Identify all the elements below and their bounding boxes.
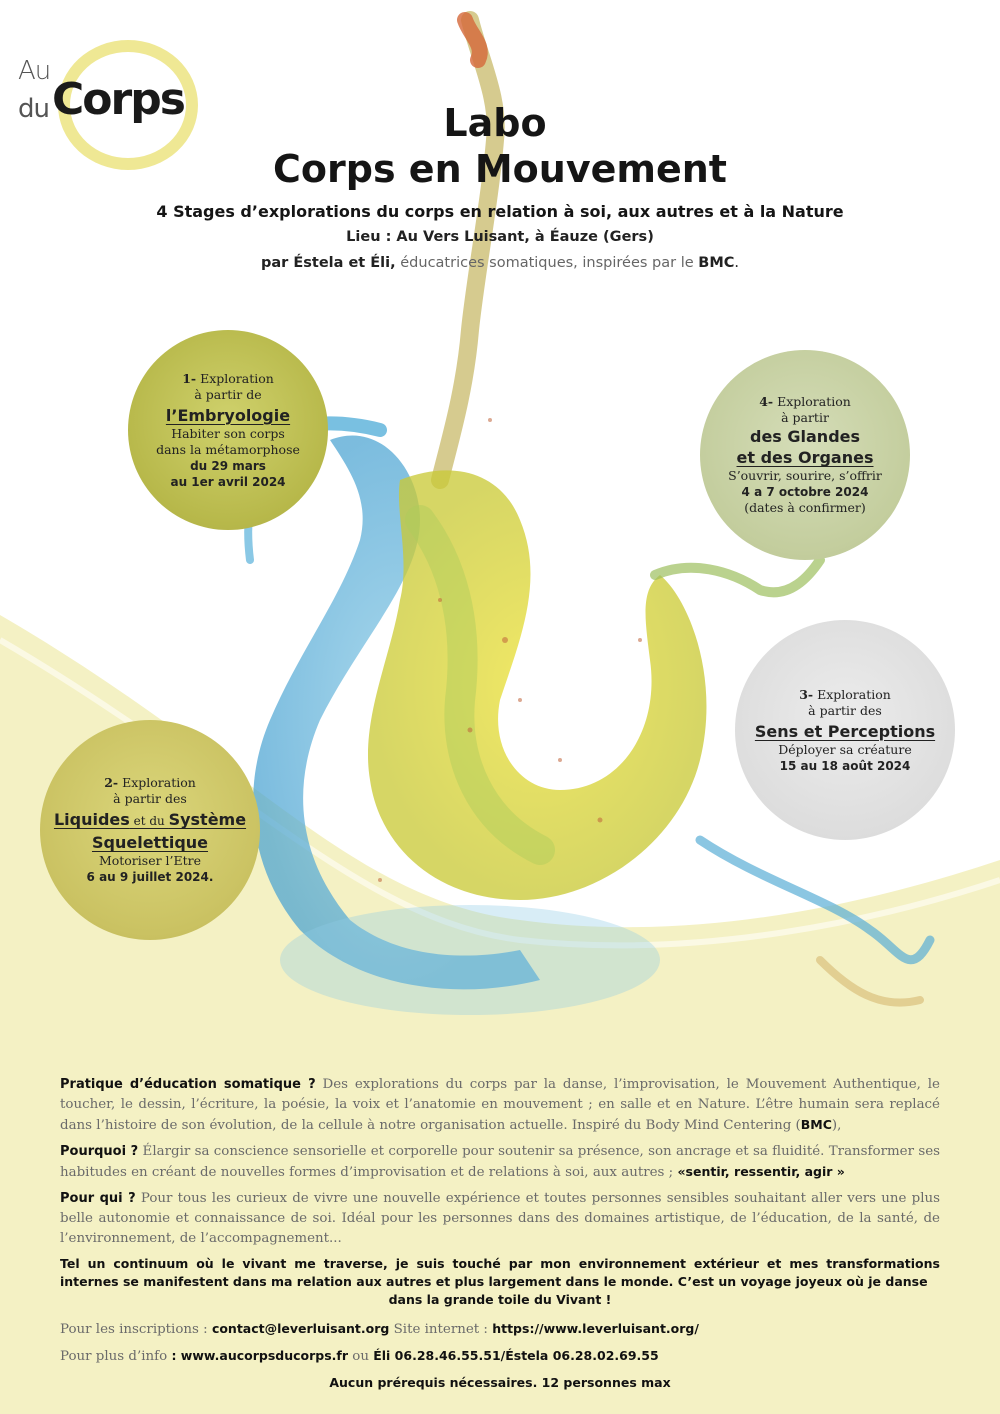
contact-line-2	[60, 1346, 940, 1367]
info-answer-2-bold: «sentir, ressentir, agir »	[677, 1164, 845, 1179]
stage-1-theme: l’Embryologie	[165, 405, 291, 425]
stage-2-theme-a: Liquides	[53, 810, 130, 829]
facilitators	[0, 255, 1000, 271]
stage-3-date: 15 au 18 août 2024	[779, 758, 911, 773]
stage-3-number: 3-	[799, 686, 814, 702]
info-answer-1: Des explorations du corps par la danse, l’improvisation, le Mouvement Authentique, le toucher, le dessin, l’écriture, la poésie, la voix et l’anatomie en mouvement ; en salle et en Nature. L’être humain sera replacé dans l’histoire de son évolution, de la cellule à notre organisation actuelle. Inspiré du Body Mind Centering (	[60, 1077, 940, 1133]
stage-2-theme-c: Squelettique	[91, 833, 209, 852]
phone-numbers: Éli 06.28.46.55.51/Éstela 06.28.02.69.55	[373, 1348, 659, 1363]
stage-1-number: 1-	[182, 370, 197, 386]
quote-last-line: dans la grande toile du Vivant !	[388, 1292, 612, 1307]
more-info-label: Pour plus d’info	[60, 1349, 172, 1364]
or-label: ou	[348, 1349, 374, 1364]
info-answer-1-bmc: BMC	[800, 1117, 832, 1132]
footer-note: Aucun prérequis nécessaires. 12 personnes max	[329, 1375, 671, 1390]
email-link[interactable]: contact@leverluisant.org	[211, 1321, 390, 1336]
info-section	[60, 1075, 940, 1393]
info-question-1: Pratique d’éducation somatique ?	[60, 1077, 316, 1092]
stage-2-date: 6 au 9 juillet 2024.	[86, 870, 214, 884]
stage-4-theme-1: des Glandes	[749, 427, 861, 446]
logo-au: Au	[18, 56, 51, 86]
inscriptions-label: Pour les inscriptions :	[60, 1322, 212, 1337]
info-question-3: Pour qui ?	[60, 1191, 136, 1206]
stage-3-sub: à partir des	[808, 702, 882, 718]
stage-1-date-2: au 1er avril 2024	[170, 474, 286, 489]
info-paragraph-3	[60, 1189, 940, 1249]
stage-3-lead: Exploration	[813, 686, 891, 702]
stage-4-lead: Exploration	[773, 394, 851, 409]
facilitators-end: .	[734, 255, 739, 271]
website-link[interactable]: https://www.leverluisant.org/	[492, 1321, 699, 1336]
header	[0, 100, 1000, 271]
location: Lieu : Au Vers Luisant, à Éauze (Gers)	[346, 229, 654, 245]
stage-1-sub: à partir de	[194, 386, 262, 402]
contact-line-1	[60, 1319, 940, 1340]
stage-2-number: 2-	[104, 775, 119, 790]
quote-text: Tel un continuum où le vivant me traverse, je suis touché par mon environnement extérieur et mes transformations internes se manifestent dans ma relation aux autres et plus largement dans le monde. C’est un voyage joyeux où je danse	[60, 1256, 940, 1289]
stage-4-desc: S’ouvrir, sourire, s’offrir	[728, 468, 882, 483]
stage-2-sub: à partir des	[113, 791, 187, 806]
info-website-link[interactable]: : www.aucorpsducorps.fr	[171, 1348, 349, 1363]
site-label: Site internet :	[389, 1322, 493, 1337]
stage-4-sub: à partir	[781, 410, 829, 425]
stage-4-theme-2: et des Organes	[736, 448, 874, 467]
stage-1-date-1: du 29 mars	[190, 458, 266, 473]
logo-corps: Corps	[52, 74, 184, 125]
stage-1-lead: Exploration	[196, 370, 274, 386]
info-paragraph-2	[60, 1142, 940, 1183]
logo-du: du	[18, 94, 49, 124]
subtitle: 4 Stages d’explorations du corps en relation à soi, aux autres et à la Nature	[156, 202, 844, 221]
info-answer-3: Pour tous les curieux de vivre une nouvelle expérience et toutes personnes sensibles souhaitant aller vers une plus belle autonomie et connaissance de soi. Idéal pour les personnes dans des domaines artistique, de l’éducation, de la santé, de l’environnement, de l’accompagnement...	[60, 1191, 940, 1246]
facilitators-role: éducatrices somatiques, inspirées par le	[395, 255, 699, 271]
info-answer-1-end: ),	[831, 1118, 842, 1133]
info-paragraph-1	[60, 1075, 940, 1136]
quote-block	[60, 1255, 940, 1309]
bmc-label: BMC	[698, 255, 735, 271]
stage-3-desc: Déployer sa créature	[778, 741, 912, 757]
info-question-2: Pourquoi ?	[60, 1144, 139, 1159]
stage-1-circle	[128, 330, 328, 530]
stage-4-circle	[700, 350, 910, 560]
stage-2-theme-mid: et du	[129, 814, 169, 828]
title-line-2: Corps en Mouvement	[273, 147, 727, 191]
stage-3-theme: Sens et Perceptions	[754, 721, 936, 741]
stage-4-number: 4-	[759, 394, 774, 409]
stage-1-desc-1: Habiter son corps	[171, 425, 285, 441]
stage-2-theme-b: Système	[168, 810, 247, 829]
stage-2-lead: Exploration	[118, 775, 196, 790]
stage-4-note: (dates à confirmer)	[744, 500, 866, 515]
stage-4-date: 4 a 7 octobre 2024	[741, 485, 869, 499]
stage-2-theme-line-1	[54, 809, 246, 832]
title-line-1: Labo	[443, 101, 547, 145]
info-answer-2: Élargir sa conscience sensorielle et corporelle pour soutenir sa présence, son ancrage et sa fluidité. Transformer ses habitudes en créant de nouvelles formes d’improvisation et de relations à soi, aux autres ;	[60, 1144, 940, 1180]
stage-3-circle	[735, 620, 955, 840]
facilitators-names: par Éstela et Éli,	[261, 255, 396, 271]
stage-2-desc: Motoriser l’Etre	[98, 853, 202, 868]
stage-2-circle	[40, 720, 260, 940]
stage-1-desc-2: dans la métamorphose	[156, 441, 300, 457]
